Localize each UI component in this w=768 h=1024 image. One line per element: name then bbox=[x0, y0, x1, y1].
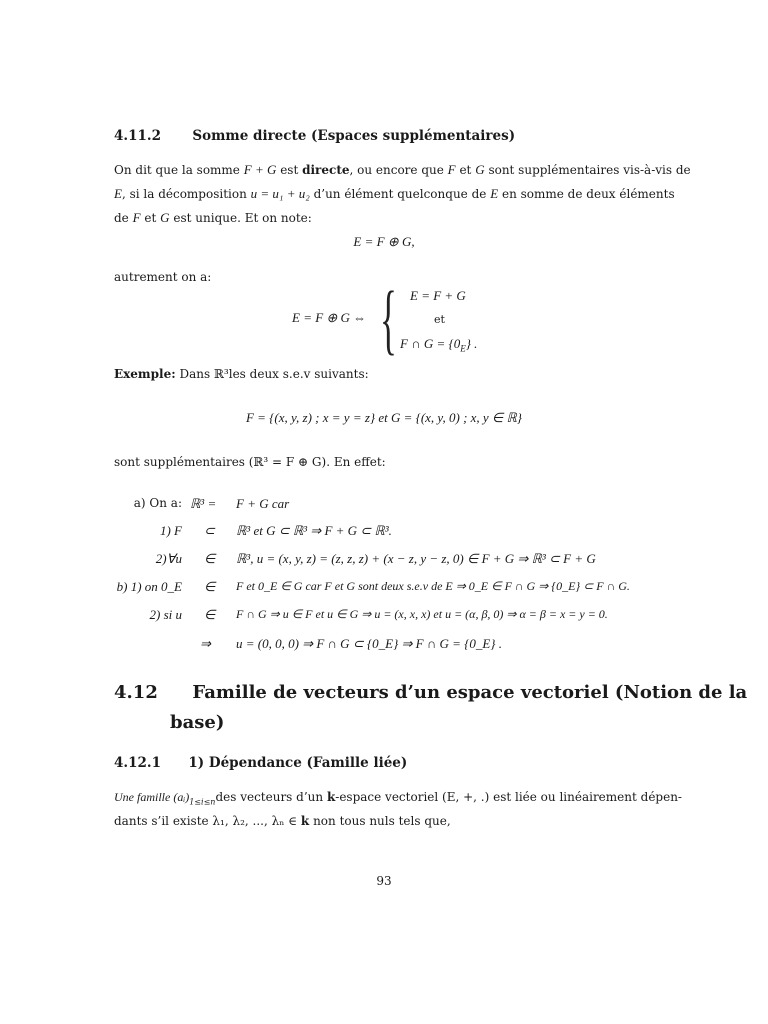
text: On dit que la somme bbox=[114, 163, 240, 177]
proof-left-2: 2)∀u bbox=[155, 551, 182, 566]
text: -espace vectoriel (E, +, .) est liée ou linéairement dépen- bbox=[335, 790, 682, 804]
proof-left-0: a) On a: bbox=[133, 496, 182, 510]
bold-term: k bbox=[300, 814, 310, 828]
equivalence-lhs: E = F ⊕ G ⇔ bbox=[292, 310, 367, 325]
equation-direct-sum: E = F ⊕ G, bbox=[353, 234, 415, 249]
exemple-label: Exemple: bbox=[114, 367, 176, 381]
proof-left-1: 1) F bbox=[159, 523, 182, 538]
left-brace: { bbox=[380, 275, 397, 362]
proof-right-0: F + G car bbox=[236, 496, 290, 511]
case-sum: E = F + G bbox=[410, 288, 466, 303]
math: F ∩ G = {0 bbox=[400, 336, 461, 351]
autrement-label: autrement on a: bbox=[114, 270, 212, 284]
proof-mid-5: ⇒ bbox=[200, 636, 211, 651]
text: et bbox=[459, 163, 472, 177]
math: G bbox=[475, 162, 485, 177]
text: sont supplémentaires vis-à-vis de bbox=[488, 163, 691, 177]
definition-line-1 bbox=[114, 162, 691, 178]
section-heading-4-11-2 bbox=[114, 128, 515, 144]
section-title: 1) Dépendance (Famille liée) bbox=[188, 755, 408, 771]
text: d’un élément quelconque de bbox=[313, 187, 487, 201]
math: G bbox=[160, 210, 170, 225]
proof-right-1: ℝ³ et G ⊂ ℝ³ ⇒ F + G ⊂ ℝ³. bbox=[236, 523, 392, 538]
math: } . bbox=[465, 336, 478, 351]
proof-left-3: b) 1) on 0_E bbox=[116, 579, 182, 594]
bold-term: k bbox=[326, 790, 336, 804]
proof-right-5: u = (0, 0, 0) ⇒ F ∩ G ⊂ {0_E} ⇒ F ∩ G = {0_E} . bbox=[236, 636, 502, 651]
proof-mid-1: ⊂ bbox=[204, 523, 215, 538]
text: non tous nuls tels que, bbox=[313, 814, 451, 828]
math: E bbox=[490, 186, 499, 201]
famille-line-2 bbox=[114, 814, 451, 828]
text: Dans ℝ³les deux s.e.v suivants: bbox=[179, 367, 369, 381]
text: , ou encore que bbox=[349, 163, 444, 177]
section-title: Somme directe (Espaces supplémentaires) bbox=[192, 128, 516, 144]
section-heading-4-12 bbox=[114, 682, 747, 703]
exemple-line bbox=[114, 367, 369, 381]
definition-line-2 bbox=[114, 186, 675, 202]
definition-line-3 bbox=[114, 210, 312, 226]
famille-line-1 bbox=[114, 790, 682, 806]
math: u = u₁ + u₂ bbox=[250, 186, 310, 201]
text: , si la décomposition bbox=[121, 187, 247, 201]
subscript: 1≤i≤n bbox=[189, 797, 216, 807]
text: et bbox=[144, 211, 157, 225]
text: est unique. Et on note: bbox=[173, 211, 312, 225]
math: Une famille (aᵢ) bbox=[114, 790, 190, 804]
proof-right-3: F et 0_E ∈ G car F et G sont deux s.e.v de E ⇒ 0_E ∈ F ∩ G ⇒ {0_E} ⊂ F ∩ G. bbox=[236, 579, 630, 593]
section-heading-4-12-1 bbox=[114, 755, 407, 771]
math: E bbox=[114, 186, 122, 201]
page-number: 93 bbox=[376, 874, 392, 888]
proof-mid-4: ∈ bbox=[204, 607, 216, 622]
section-title: Famille de vecteurs d’un espace vectoriel (Notion de la bbox=[192, 682, 748, 703]
proof-mid-0: ℝ³ = bbox=[190, 496, 217, 511]
proof-left-4: 2) si u bbox=[149, 607, 182, 622]
case-intersection bbox=[400, 336, 477, 354]
math: F bbox=[447, 162, 456, 177]
proof-right-4: F ∩ G ⇒ u ∈ F et u ∈ G ⇒ u = (x, x, x) et u = (α, β, 0) ⇒ α = β = x = y = 0. bbox=[236, 607, 608, 621]
exemple-conclusion: sont supplémentaires (ℝ³ = F ⊕ G). En effet: bbox=[114, 455, 386, 469]
section-number: 4.12 bbox=[114, 682, 158, 703]
bold-term: directe bbox=[302, 163, 350, 177]
case-et: et bbox=[434, 313, 445, 326]
proof-mid-2: ∈ bbox=[204, 551, 216, 566]
math: F + G bbox=[243, 162, 277, 177]
math: F bbox=[132, 210, 141, 225]
subscript: E bbox=[460, 343, 466, 354]
section-number: 4.12.1 bbox=[114, 755, 161, 771]
proof-right-2: ℝ³, u = (x, y, z) = (z, z, z) + (x − z, y − z, 0) ∈ F + G ⇒ ℝ³ ⊂ F + G bbox=[236, 551, 596, 566]
section-heading-4-12-line-2: base) bbox=[170, 712, 225, 733]
text: est bbox=[280, 163, 299, 177]
proof-mid-3: ∈ bbox=[204, 579, 216, 594]
text: des vecteurs d’un bbox=[215, 790, 324, 804]
text: dants s’il existe λ₁, λ₂, ..., λₙ ∈ bbox=[114, 814, 298, 828]
exemple-equation: F = {(x, y, z) ; x = y = z} et G = {(x, y, 0) ; x, y ∈ ℝ} bbox=[245, 410, 523, 425]
text: de bbox=[114, 211, 129, 225]
section-number: 4.11.2 bbox=[114, 128, 161, 144]
text: en somme de deux éléments bbox=[501, 187, 675, 201]
